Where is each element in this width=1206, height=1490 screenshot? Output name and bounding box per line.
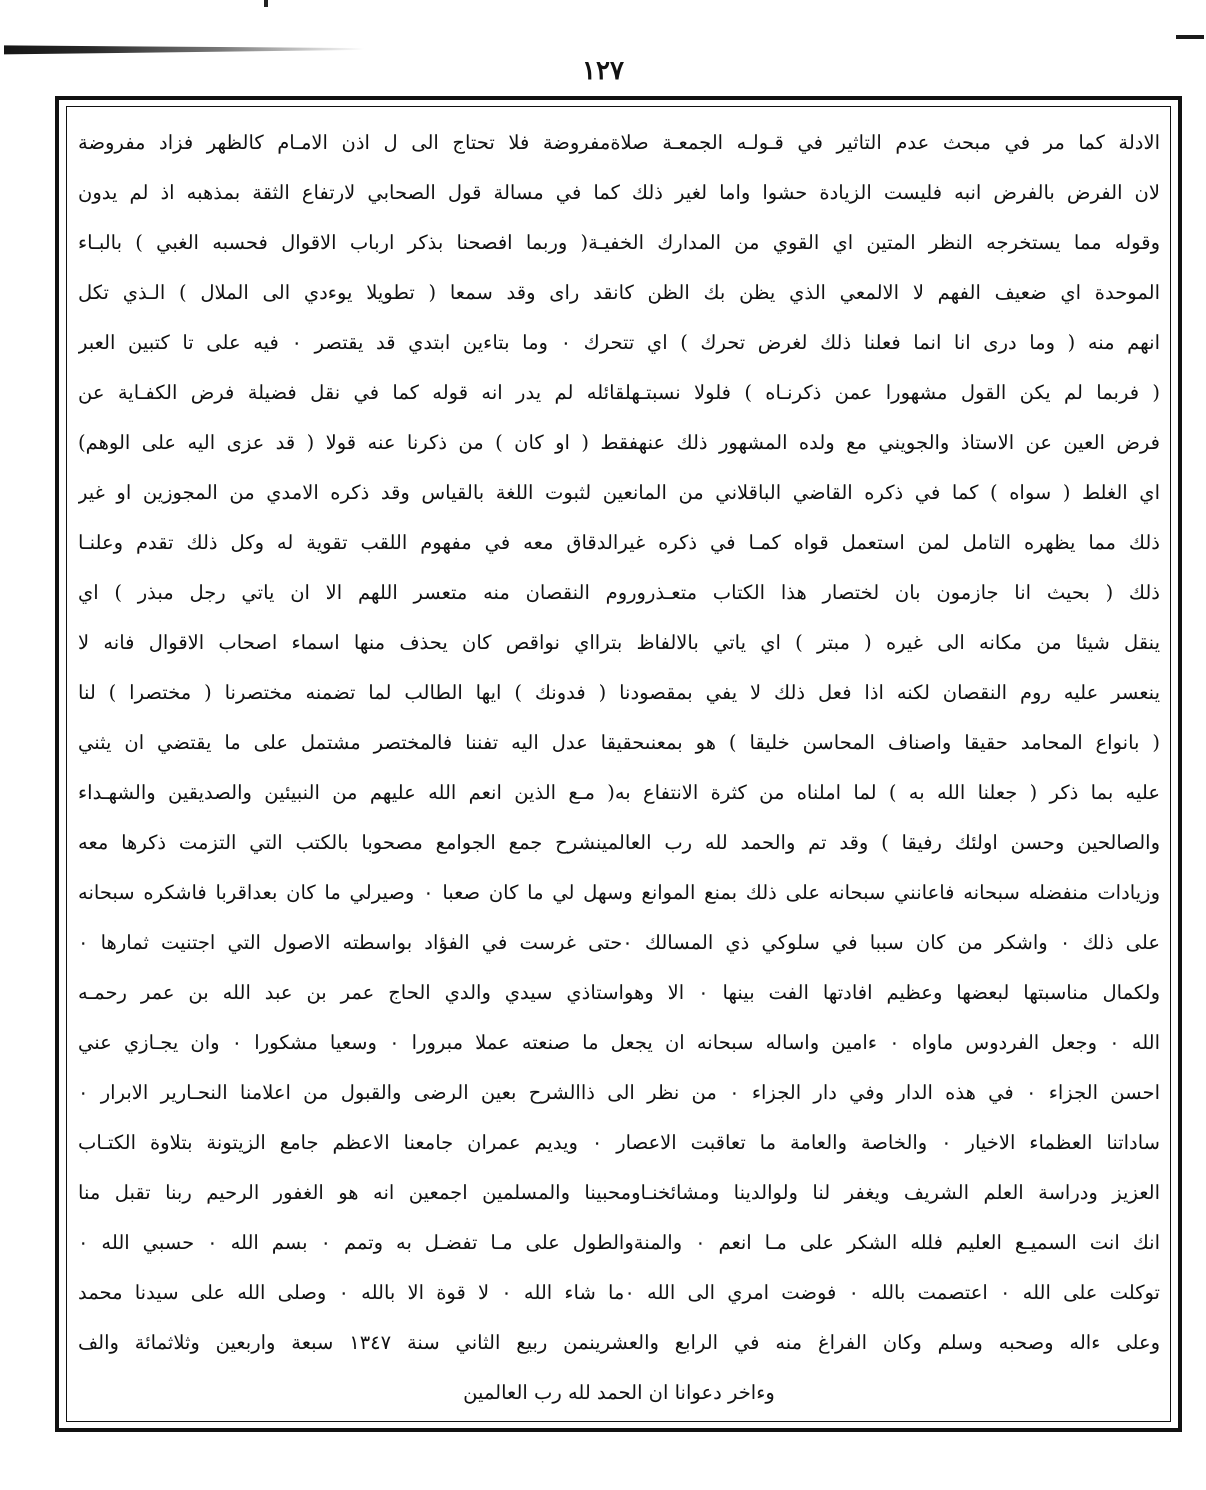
text-line: الادلة كما مر في مبحث عدم التاثير في قـولـه الجمعـة صلاةمفروضة فلا تحتاج الى ل اذن الامـام كالظهر فزاد مفروضة	[78, 131, 1160, 154]
text-line: ينعسر عليه روم النقصان لكنه اذا فعل ذلك لا يفي بمقصودنا ( فدونك ) ايها الطالب لما تضمنه مختصرنا ( مختصرا ) لنا	[78, 681, 1160, 704]
text-line: ساداتنا العظماء الاخيار ٠ والخاصة والعامة ما تعاقبت الاعصار ٠ ويديم عمران جامعنا الاعظم جامع الزيتونة بتلاوة الكتـاب	[78, 1131, 1160, 1154]
text-line: اي الغلط ( سواه ) كما في ذكره القاضي الباقلاني من المانعين لثبوت اللغة بالقياس وقد ذكره الامدي من المجوزين او غير	[78, 481, 1160, 504]
text-line: وزيادات منفضله سبحانه فاعانني سبحانه على ذلك بمنع الموانع وسهل لي ما كان صعبا ٠ وصيرلي ما كان بعداقربا فاشكره سبحانه	[78, 881, 1160, 904]
top-edge-mark	[264, 0, 268, 7]
text-line: والصالحين وحسن اولئك رفيقا ) وقد تم والحمد لله رب العالمينشرح جمع الجوامع مصحوبا بالكتب التي التزمت ذكرها معه	[78, 831, 1160, 854]
text-line: العزيز ودراسة العلم الشريف ويغفر لنا ولوالدينا ومشائخنـاومحبينا والمسلمين اجمعين انه هو الغفور الرحيم ربنا تقبل منا	[78, 1181, 1160, 1204]
scan-edge-mark	[1176, 35, 1204, 39]
text-line: ولكمال مناسبتها لبعضها وعظيم افادتها الفت بينها ٠ الا وهواستاذي سيدي والدي الحاج عمر بن عبد الله بن عمر رحمـه	[78, 981, 1160, 1004]
text-line: احسن الجزاء ٠ في هذه الدار وفي دار الجزاء ٠ من نظر الى ذاالشرح بعين الرضى والقبول من اعلامنا النحـارير الابرار ٠	[78, 1081, 1160, 1104]
text-line: الموحدة اي ضعيف الفهم لا الالمعي الذي يظن بك الظن كانقد راى وقد سمعا ( تطويلا يوءدي الى الملال ) الـذي تكل	[78, 281, 1160, 304]
text-line: ( بانواع المحامد حقيقا واصناف المحاسن خليقا ) هو بمعنىحقيقا عدل اليه تفننا فالمختصر مشتمل على ما يقتضي ان يثني	[78, 731, 1160, 754]
text-line: الله ٠ وجعل الفردوس ماواه ٠ ءامين واساله سبحانه ان يجعل ما صنعته عملا مبرورا ٠ وسعيا مشكورا ٠ وان يجـازي عني	[78, 1031, 1160, 1054]
text-line: ذلك ( بحيث انا جازمون بان لختصار هذا الكتاب متعـذروروم النقصان منه متعسر اللهم الا ان ياتي رجل مبذر ) اي	[78, 581, 1160, 604]
text-line: ذلك مما يظهره التامل لمن استعمل قواه كمـا في ذكره غيرالدقاق معه في مفهوم اللقب تقوية له وكل ذلك تقدم وعلنـا	[78, 531, 1160, 554]
text-line: ينقل شيئا من مكانه الى غيره ( مبتر ) اي ياتي بالالفاظ بترااي نواقص كان يحذف منها اسماء اصحاب الاقوال فانه لا	[78, 631, 1160, 654]
text-line: ( فربما لم يكن القول مشهورا عمن ذكرنـاه ) فلولا نسبتـهلقائله لم يدر انه قوله كما في نقل فضيلة فرض الكفـاية عن	[78, 381, 1160, 404]
text-line: انهم منه ( وما درى انا انما فعلنا ذلك لغرض تحرك ) اي تتحرك ٠ وما بتاءين ابتدي قد يقتصر ٠ فيه على تا كتبين العبر	[78, 331, 1160, 354]
body-text	[78, 112, 1160, 1418]
text-line: عليه بما ذكر ( جعلنا الله به ) لما املناه من كثرة الانتفاع به( مـع الذين انعم الله عليهم من النبيئين والصديقين والشهـداء	[78, 781, 1160, 804]
text-line: فرض العين عن الاستاذ والجويني مع ولده المشهور ذلك عنهفقط ( او كان ) من ذكرنا عنه قولا ( قد عزى اليه على الوهم)	[78, 431, 1160, 454]
text-line: وعلى ءاله وصحبه وسلم وكان الفراغ منه في الرابع والعشرينمن ربيع الثاني سنة ١٣٤٧ سبعة واربعين وثلاثمائة والف	[78, 1331, 1160, 1354]
text-line: وقوله مما يستخرجه النظر المتين اي القوي من المدارك الخفيـة( وربما افصحنا بذكر ارباب الاقوال فحسبه الغبي ) بالبـاء	[78, 231, 1160, 254]
text-line: لان الفرض بالفرض انبه فليست الزيادة حشوا واما لغير ذلك كما في مسالة قول الصحابي لارتفاع الثقة بمذهبه اذ لم يدون	[78, 181, 1160, 204]
page-number: ١٢٧	[582, 56, 624, 86]
closing-line: وءاخر دعوانا ان الحمد لله رب العالمين	[463, 1381, 775, 1404]
text-line: توكلت على الله ٠ اعتصمت بالله ٠ فوضت امري الى الله ٠ما شاء الله ٠ لا قوة الا بالله ٠ وصلى الله على سيدنا محمد	[78, 1281, 1160, 1304]
text-line: على ذلك ٠ واشكر من كان سببا في سلوكي ذي المسالك ٠حتى غرست في الفؤاد بواسطته الاصول التي اجتنيت ثمارها ٠	[78, 931, 1160, 954]
text-line: انك انت السميـع العليم فلله الشكر على مـا انعم ٠ والمنةوالطول على مـا تفضـل به وتمم ٠ بسم الله ٠ حسبي الله ٠	[78, 1231, 1160, 1254]
